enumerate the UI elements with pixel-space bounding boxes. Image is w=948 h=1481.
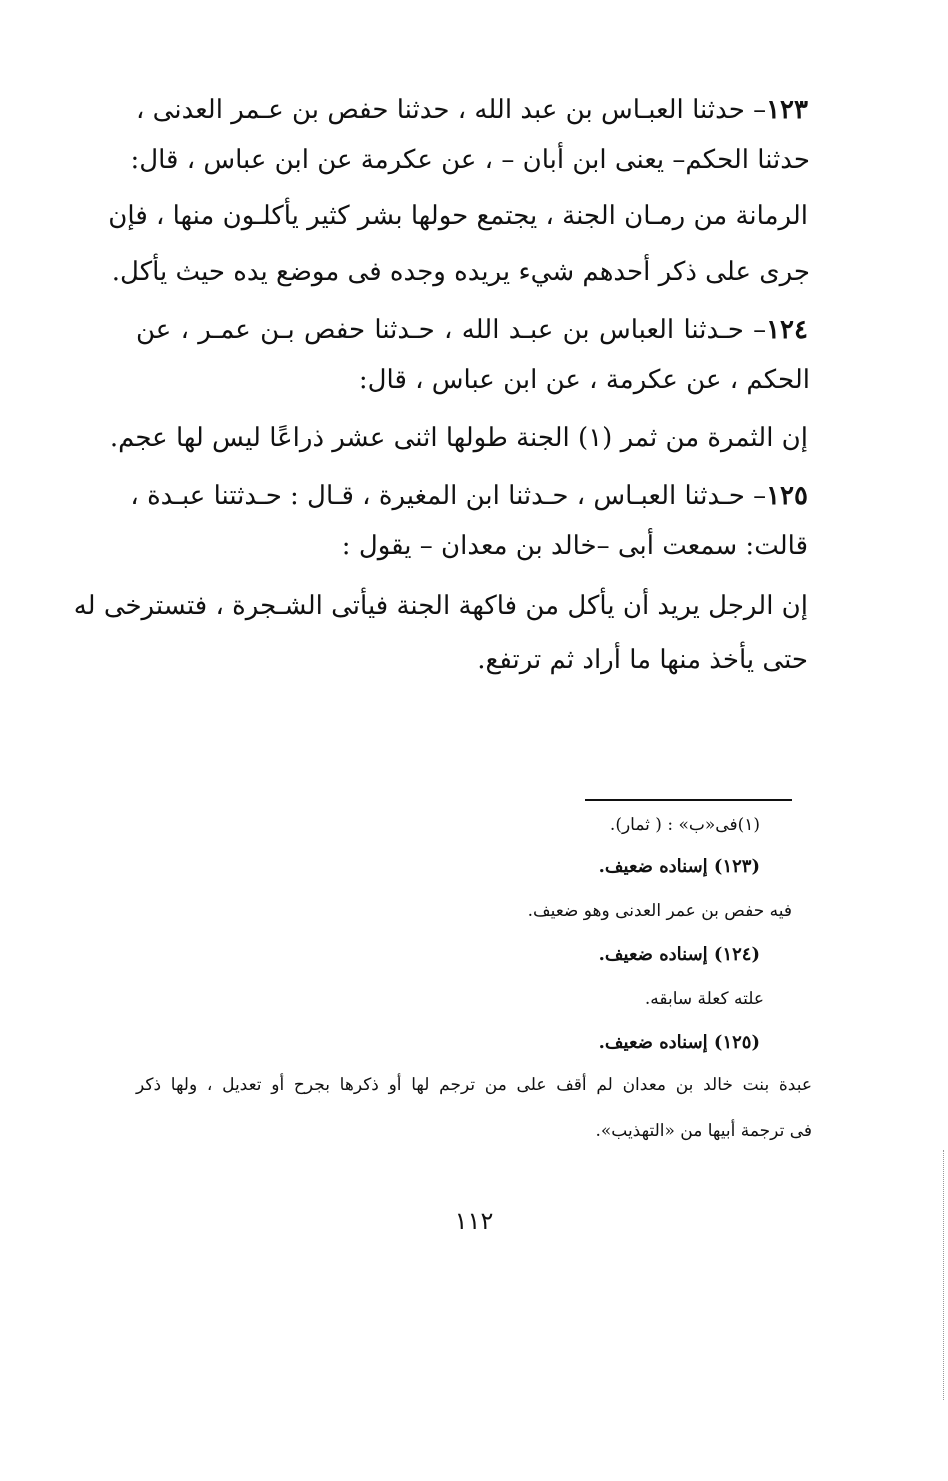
hadith-123-matn-line-2: جرى على ذكر أحدهم شيء يريده وجده فى موضع يده حيث يأكل. [111,257,810,287]
hadith-123-number: ١٢٣ [766,95,808,125]
page-number: ١١٢ [454,1207,494,1235]
hadith-125-number: ١٢٥ [766,481,808,511]
footnote-123-note: فيه حفص بن عمر العدنى وهو ضعيف. [527,901,792,921]
hadith-125-isnad-text-1: – حـدثنا العبـاس ، حـدثنا ابن المغيرة ، قـال : حـدثتنا عبـدة ، [130,481,767,511]
scan-edge-mark [943,1150,948,1400]
footnote-1: (١)فى«ب» : ( ثمار). [609,815,760,835]
hadith-125-isnad-line-1 [130,476,808,516]
hadith-125-matn-line-1: إن الرجل يريد أن يأكل من فاكهة الجنة فيأتى الشـجرة ، فتسترخى له [73,591,808,621]
footnote-separator [585,799,792,801]
footnote-125-note-line-2: فى ترجمة أبيها من «التهذيب». [595,1121,812,1141]
footnote-125-label: (١٢٥) إسناده ضعيف. [598,1032,760,1053]
hadith-124-isnad-line-2: الحكم ، عن عكرمة ، عن ابن عباس ، قال: [358,365,810,395]
footnote-124-label: (١٢٤) إسناده ضعيف. [598,944,760,965]
footnote-123-label: (١٢٣) إسناده ضعيف. [598,856,760,877]
hadith-123-matn-line-1: الرمانة من رمـان الجنة ، يجتمع حولها بشر كثير يأكلـون منها ، فإن [108,201,808,231]
hadith-124-matn-line-1 [109,418,808,458]
footnote-125-note-line-1: عبدة بنت خالد بن معدان لم أقف على من ترجم لها أو ذكرها بجرح أو تعديل ، ولها ذكر [136,1075,812,1095]
hadith-123-isnad-line-2: حدثنا الحكم– يعنى ابن أبان – ، عن عكرمة عن ابن عباس ، قال: [130,145,810,175]
hadith-124-matn-text: إن الثمرة من ثمر (١) الجنة طولها اثنى عشر ذراعًا ليس لها عجم. [109,423,808,453]
footnote-124-note: علته كعلة سابقه. [644,989,764,1009]
hadith-124-isnad-line-1 [136,310,808,350]
hadith-125-matn-line-2: حتى يأخذ منها ما أراد ثم ترتفع. [477,645,808,675]
hadith-124-number: ١٢٤ [766,315,808,345]
hadith-124-isnad-text-1: – حـدثنا العباس بن عبـد الله ، حـدثنا حفص بـن عمـر ، عن [136,315,767,345]
hadith-125-isnad-line-2: قالت: سمعت أبى –خالد بن معدان – يقول : [341,531,808,561]
hadith-123-isnad-text-1: – حدثنا العبـاس بن عبد الله ، حدثنا حفص بن عـمر العدنى ، [136,95,767,125]
hadith-123-isnad-line-1 [136,90,808,130]
